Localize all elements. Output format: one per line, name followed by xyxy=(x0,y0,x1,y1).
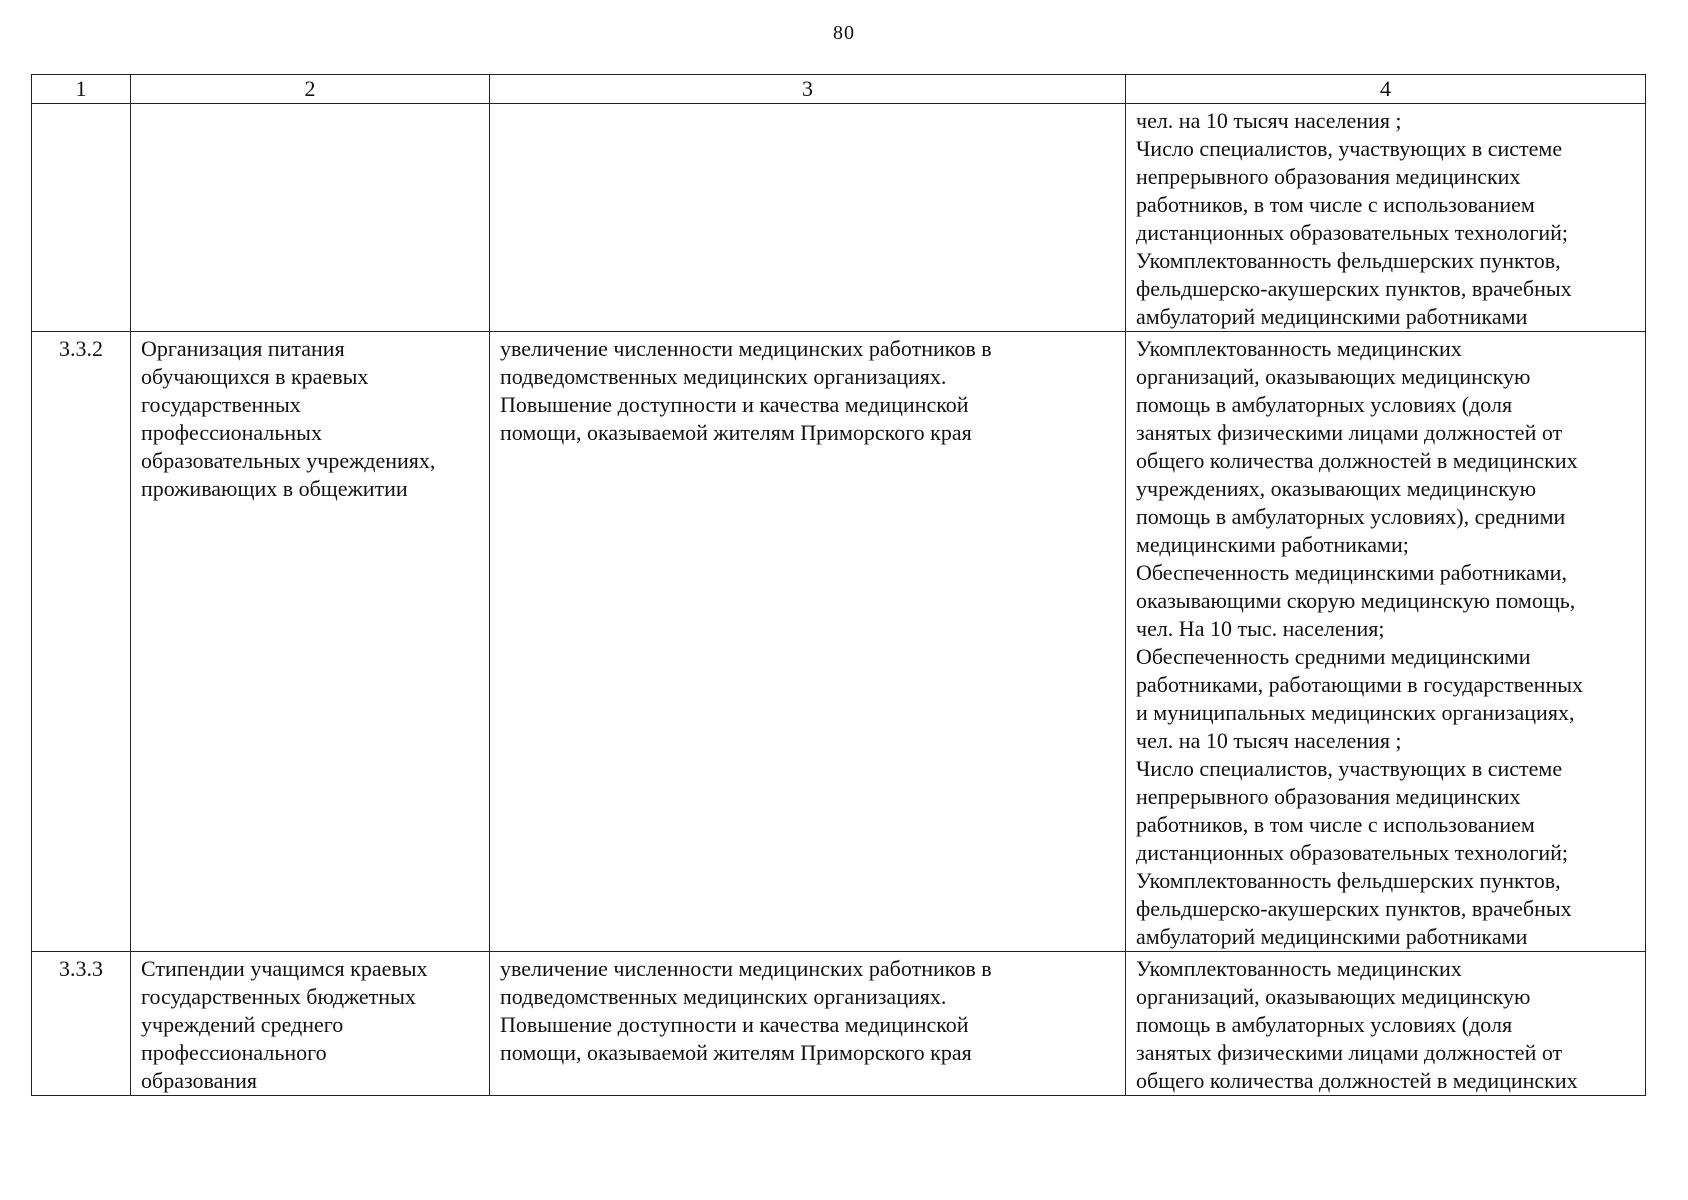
result-cell xyxy=(490,952,1126,1096)
table-body xyxy=(32,104,1646,1096)
activity-line: обучающихся в краевых xyxy=(141,364,369,389)
indicators-line: помощь в амбулаторных условиях (доля xyxy=(1136,1012,1513,1037)
activity-line: профессионального xyxy=(141,1040,327,1065)
result-line: подведомственных медицинских организациях. xyxy=(500,364,947,389)
indicators-line: амбулаторий медицинскими работниками xyxy=(1136,924,1528,949)
indicators-line: организаций, оказывающих медицинскую xyxy=(1136,364,1531,389)
indicators-line: работников, в том числе с использованием xyxy=(1136,192,1535,217)
indicators-line: чел. на 10 тысяч населения ; xyxy=(1136,108,1402,133)
indicators-cell xyxy=(1126,952,1646,1096)
result-line: Повышение доступности и качества медицинской xyxy=(500,392,969,417)
activity-line: Стипендии учащимся краевых xyxy=(141,956,428,981)
indicators-line: общего количества должностей в медицинских xyxy=(1136,1068,1578,1093)
indicators-line: работников, в том числе с использованием xyxy=(1136,812,1535,837)
indicators-line: Укомплектованность фельдшерских пунктов, xyxy=(1136,868,1561,893)
indicators-line: занятых физическими лицами должностей от xyxy=(1136,420,1563,445)
row-number-cell: 3.3.3 xyxy=(32,952,131,1096)
indicators-line: помощь в амбулаторных условиях), средними xyxy=(1136,504,1566,529)
result-line: подведомственных медицинских организациях. xyxy=(500,984,947,1009)
indicators-line: непрерывного образования медицинских xyxy=(1136,164,1521,189)
activity-line: профессиональных xyxy=(141,420,322,445)
result-line: помощи, оказываемой жителям Приморского края xyxy=(500,1040,972,1065)
indicators-line: учреждениях, оказывающих медицинскую xyxy=(1136,476,1537,501)
indicators-line: дистанционных образовательных технологий; xyxy=(1136,840,1569,865)
indicators-line: амбулаторий медицинскими работниками xyxy=(1136,304,1528,329)
activity-cell xyxy=(131,952,490,1096)
header-cell-3: 3 xyxy=(490,75,1126,104)
indicators-cell xyxy=(1126,332,1646,952)
indicators-line: Обеспеченность средними медицинскими xyxy=(1136,644,1531,669)
table-row xyxy=(32,952,1646,1096)
activity-line: государственных xyxy=(141,392,301,417)
activity-line: Организация питания xyxy=(141,336,345,361)
indicators-line: чел. на 10 тысяч населения ; xyxy=(1136,728,1402,753)
indicators-line: чел. На 10 тыс. населения; xyxy=(1136,616,1385,641)
activity-line: проживающих в общежитии xyxy=(141,476,408,501)
table-row xyxy=(32,104,1646,332)
indicators-line: Число специалистов, участвующих в системе xyxy=(1136,136,1563,161)
measures-table xyxy=(31,74,1646,1096)
table-row xyxy=(32,332,1646,952)
activity-line: учреждений среднего xyxy=(141,1012,344,1037)
header-row xyxy=(32,75,1646,104)
indicators-line: Укомплектованность медицинских xyxy=(1136,956,1462,981)
indicators-cell xyxy=(1126,104,1646,332)
indicators-line: общего количества должностей в медицинских xyxy=(1136,448,1578,473)
result-line: увеличение численности медицинских работников в xyxy=(500,336,992,361)
header-cell-4: 4 xyxy=(1126,75,1646,104)
indicators-line: непрерывного образования медицинских xyxy=(1136,784,1521,809)
indicators-line: Укомплектованность фельдшерских пунктов, xyxy=(1136,248,1561,273)
indicators-line: фельдшерско-акушерских пунктов, врачебных xyxy=(1136,896,1572,921)
activity-line: образовательных учреждениях, xyxy=(141,448,436,473)
indicators-line: дистанционных образовательных технологий; xyxy=(1136,220,1569,245)
page-number: 80 xyxy=(833,22,855,44)
result-line: увеличение численности медицинских работников в xyxy=(500,956,992,981)
indicators-line: занятых физическими лицами должностей от xyxy=(1136,1040,1563,1065)
result-cell xyxy=(490,332,1126,952)
activity-line: государственных бюджетных xyxy=(141,984,416,1009)
indicators-line: работниками, работающими в государственных xyxy=(1136,672,1583,697)
result-cell xyxy=(490,104,1126,332)
result-line: помощи, оказываемой жителям Приморского края xyxy=(500,420,972,445)
row-number-cell: 3.3.2 xyxy=(32,332,131,952)
indicators-line: оказывающими скорую медицинскую помощь, xyxy=(1136,588,1576,613)
indicators-line: Обеспеченность медицинскими работниками, xyxy=(1136,560,1567,585)
header-cell-1: 1 xyxy=(32,75,131,104)
activity-cell xyxy=(131,332,490,952)
header-cell-2: 2 xyxy=(131,75,490,104)
indicators-line: помощь в амбулаторных условиях (доля xyxy=(1136,392,1513,417)
result-line: Повышение доступности и качества медицинской xyxy=(500,1012,969,1037)
indicators-line: Число специалистов, участвующих в системе xyxy=(1136,756,1563,781)
indicators-line: фельдшерско-акушерских пунктов, врачебных xyxy=(1136,276,1572,301)
indicators-line: и муниципальных медицинских организациях, xyxy=(1136,700,1575,725)
indicators-line: медицинскими работниками; xyxy=(1136,532,1409,557)
activity-line: образования xyxy=(141,1068,258,1093)
indicators-line: организаций, оказывающих медицинскую xyxy=(1136,984,1531,1009)
activity-cell xyxy=(131,104,490,332)
row-number-cell xyxy=(32,104,131,332)
indicators-line: Укомплектованность медицинских xyxy=(1136,336,1462,361)
